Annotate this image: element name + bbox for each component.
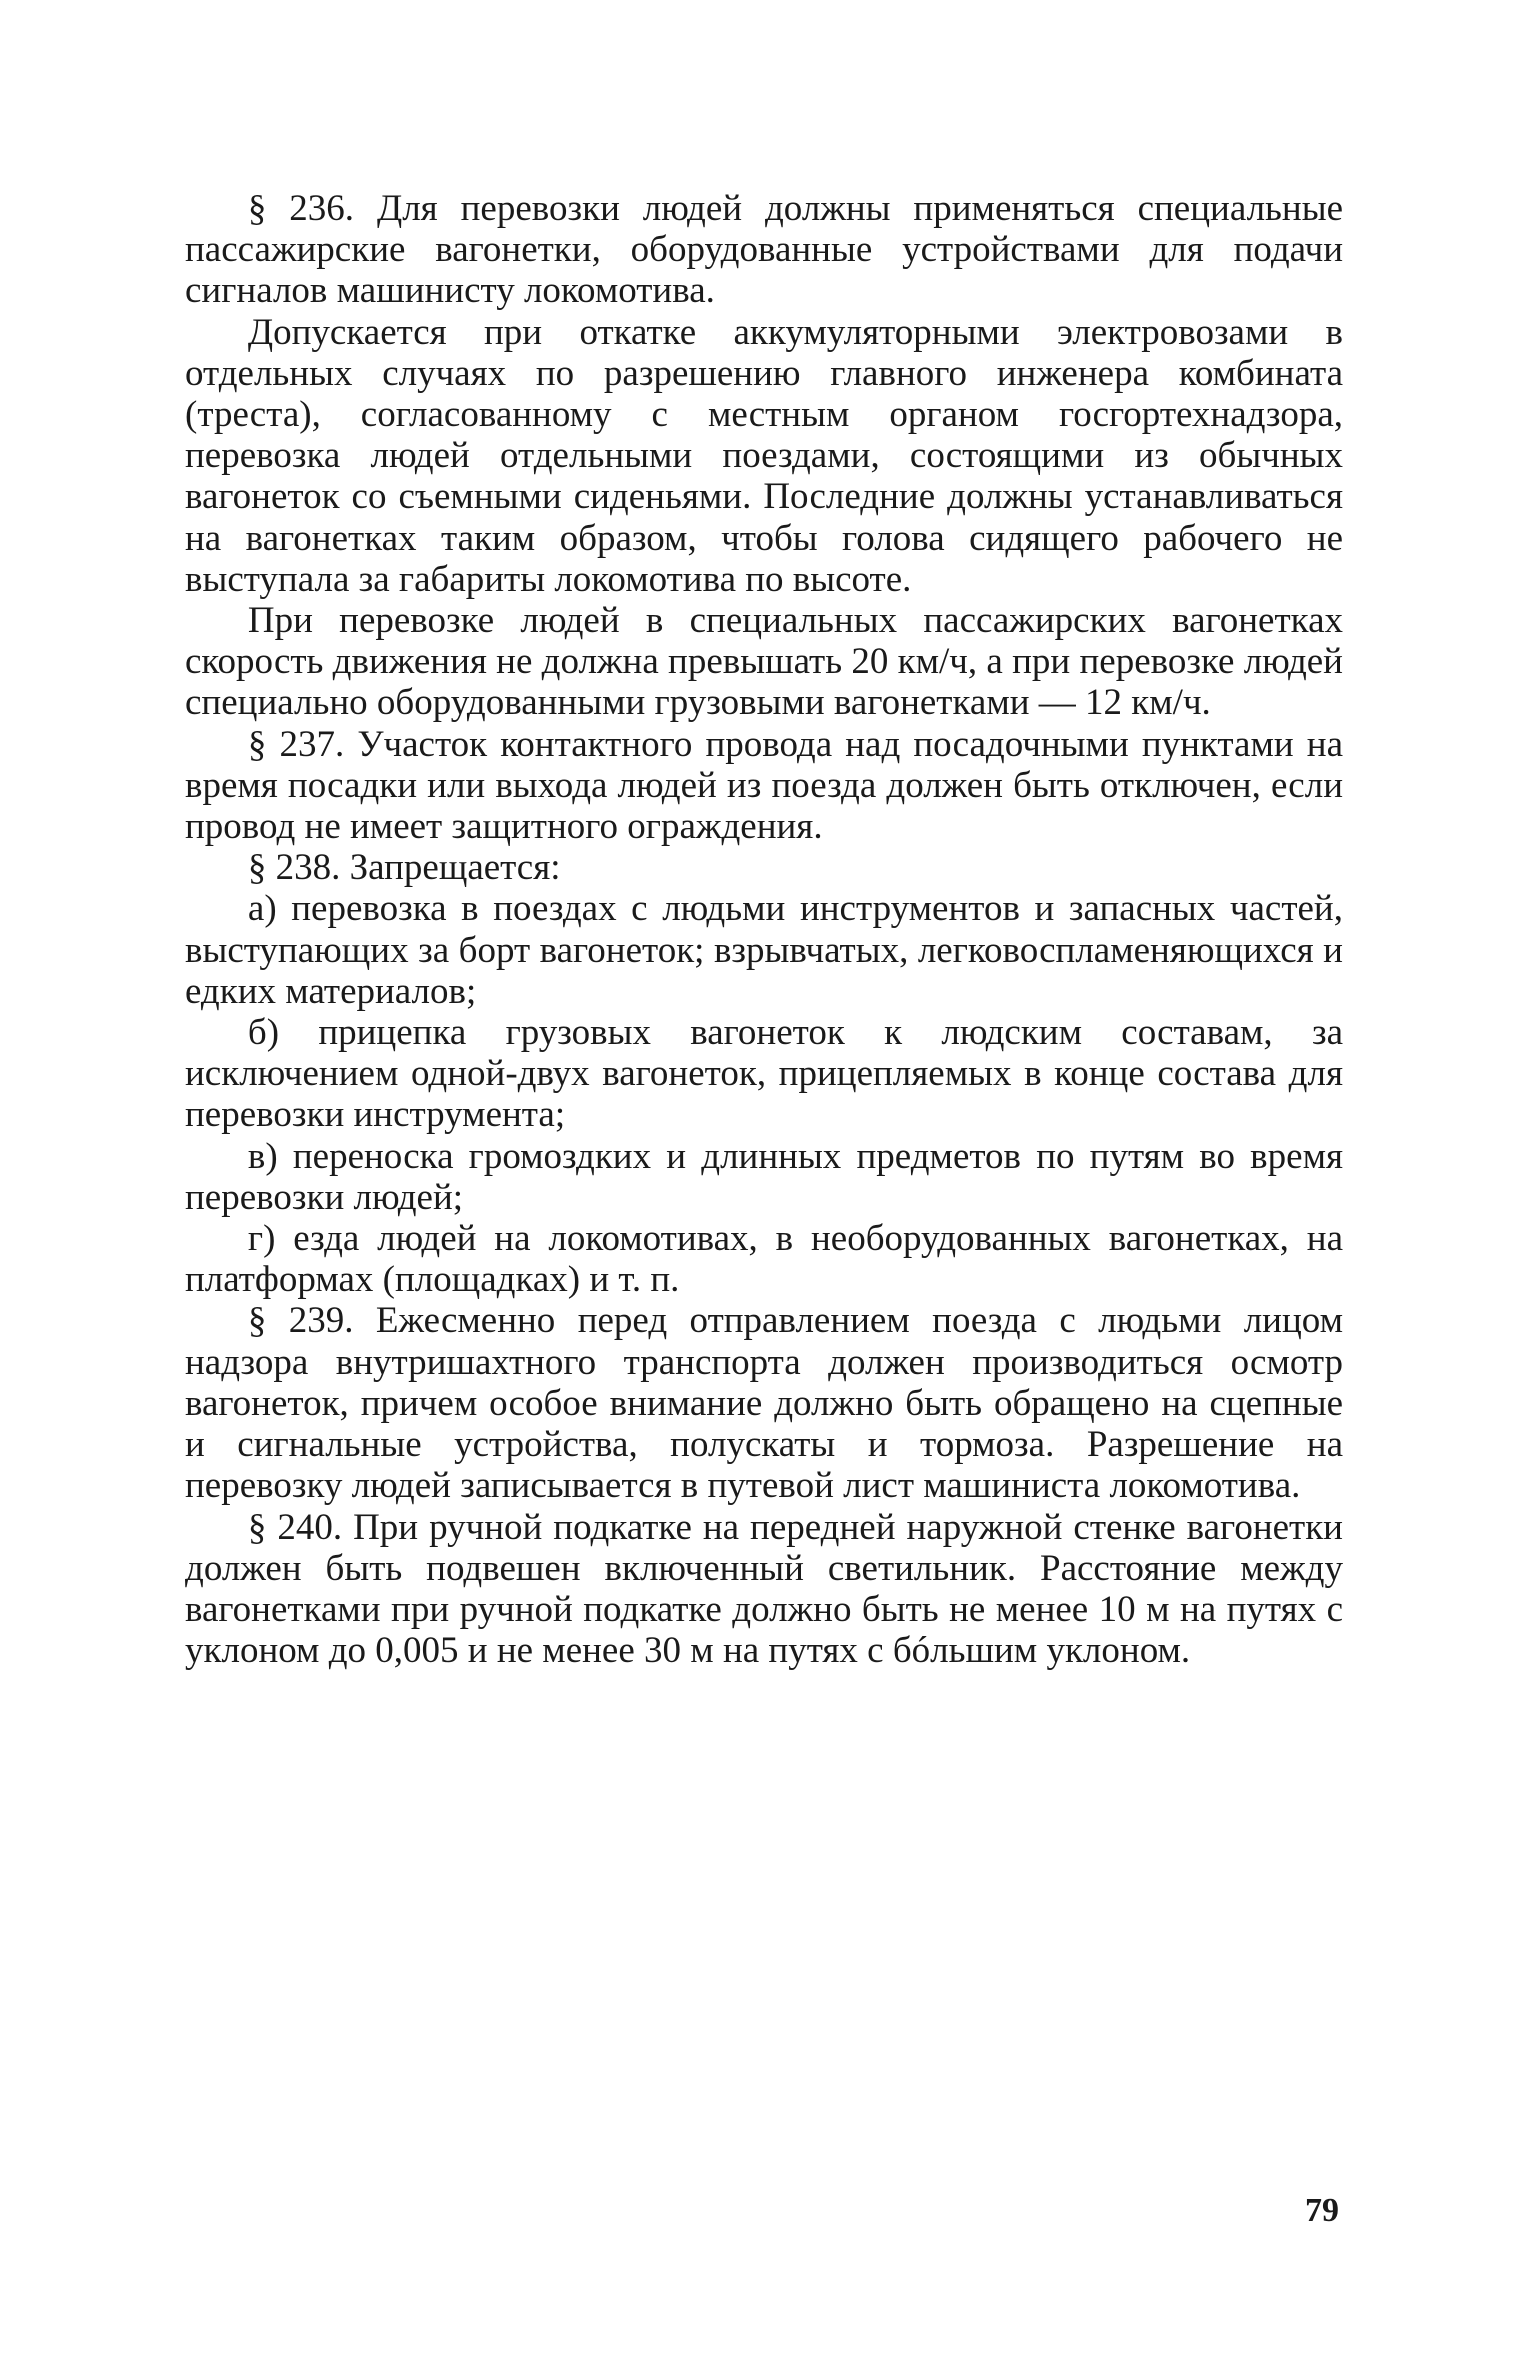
paragraph-236-permission: Допускается при откатке аккумуляторными электровозами в отдельных случаях по разрешению главного инженера комбината (треста), согласованному с местным органом госгортехнадзора, перевозка людей отдельными поездами, состоящими из обычных вагонеток со съемными сиденьями. Последние должны устанавливаться на вагонетках таким образом, чтобы голова сидящего рабочего не выступала за габариты локомотива по высоте. <box>185 311 1343 600</box>
paragraph-240: § 240. При ручной подкатке на передней наружной стенке вагонетки должен быть подвешен включенный светильник. Расстояние между вагонетками при ручной подкатке должно быть не менее 10 м на путях с уклоном до 0,005 и не менее 30 м на путях с бóльшим уклоном. <box>185 1506 1343 1672</box>
paragraph-237: § 237. Участок контактного провода над посадочными пунктами на время посадки или выхода людей из поезда должен быть отключен, если провод не имеет защитного ограждения. <box>185 723 1343 848</box>
list-item-v: в) переноска громоздких и длинных предметов по путям во время перевозки людей; <box>185 1135 1343 1218</box>
list-item-b: б) прицепка грузовых вагонеток к людским составам, за исключением одной-двух вагонеток, прицепляемых в конце состава для перевозки инструмента; <box>185 1012 1343 1136</box>
paragraph-236-speed: При перевозке людей в специальных пассажирских вагонетках скорость движения не должна превышать 20 км/ч, а при перевозке людей специально оборудованными грузовыми вагонетками — 12 км/ч. <box>185 600 1343 724</box>
paragraph-239: § 239. Ежесменно перед отправлением поезда с людьми лицом надзора внутришахтного транспорта должен производиться осмотр вагонеток, причем особое внимание должно быть обращено на сцепные и сигнальные устройства, полускаты и тормоза. Разрешение на перевозку людей записывается в путевой лист машиниста локомотива. <box>185 1300 1343 1507</box>
page-number: 79 <box>1305 2192 1339 2229</box>
list-item-a: а) перевозка в поездах с людьми инструментов и запасных частей, выступающих за борт вагонеток; взрывчатых, легковоспламеняющихся и едких материалов; <box>185 888 1343 1012</box>
paragraph-238: § 238. Запрещается: <box>247 847 561 889</box>
list-item-g: г) езда людей на локомотивах, в необорудованных вагонетках, на платформах (площадках) и т. п. <box>185 1218 1343 1301</box>
body-text <box>185 188 1343 1671</box>
paragraph-236: § 236. Для перевозки людей должны применяться специальные пассажирские вагонетки, оборудованные устройствами для подачи сигналов машинисту локомотива. <box>185 188 1343 312</box>
